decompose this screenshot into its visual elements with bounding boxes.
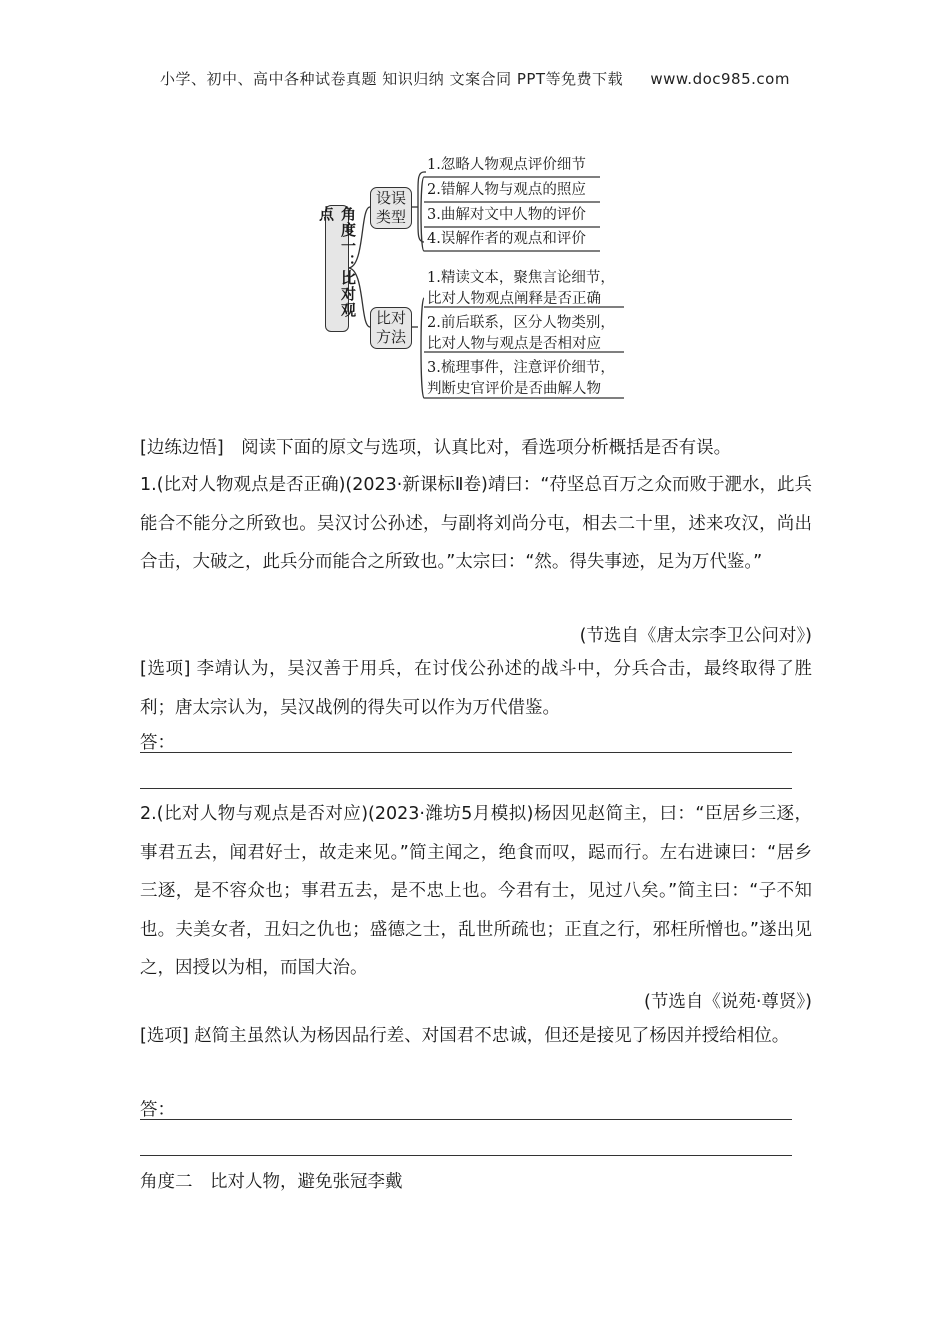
leaf-line: 2.前后联系，区分人物类别， — [427, 315, 615, 331]
mindmap-branch-error-types — [370, 187, 412, 229]
mindmap-leaf — [427, 268, 615, 310]
leaf-line: 比对人物观点阐释是否正确 — [427, 291, 601, 307]
branch-label: 比对方法 — [375, 309, 406, 346]
question-2-option: [选项] 赵简主虽然认为杨因品行差、对国君不忠诚，但还是接见了杨因并授给相位。 — [140, 1026, 790, 1046]
section-2-heading: 角度二 比对人物，避免张冠李戴 — [140, 1172, 403, 1192]
mindmap-branch-methods — [370, 307, 412, 349]
answer-label: 答： — [140, 1100, 175, 1120]
answer-line[interactable] — [140, 730, 792, 753]
mindmap-root: 角度一：比对观点 — [325, 205, 349, 332]
answer-label: 答： — [140, 733, 175, 753]
mindmap-leaf: 3.曲解对文中人物的评价 — [427, 207, 586, 223]
branch-label: 设误类型 — [375, 189, 406, 226]
mindmap-leaf — [427, 358, 615, 400]
question-2-text: 2.(比对人物与观点是否对应)(2023·潍坊5月模拟)杨因见赵简主，曰：“臣居乡三逐，事君五去，闻君好士，故走来见。”简主闻之，绝食而叹，跽而行。左右进谏曰：“居乡三逐，是不容众也；事君五去，是不忠上也。今君有士，见过八矣。”简主曰：“子不知也。夫美女者，丑妇之仇也；盛德之士，乱世所疏也；正直之行，邪枉所憎也。”遂出见之，因授以为相，而国大治。 — [140, 804, 812, 978]
question-2-answer[interactable] — [140, 1097, 792, 1120]
leaf-line: 3.梳理事件，注意评价细节， — [427, 360, 615, 376]
answer-line[interactable] — [140, 1097, 792, 1120]
question-1-answer[interactable] — [140, 730, 792, 753]
answer-line-2[interactable] — [140, 1155, 792, 1156]
leaf-line: 1.精读文本，聚焦言论细节， — [427, 270, 615, 286]
leaf-line: 判断史官评价是否曲解人物 — [427, 381, 601, 397]
leaf-line: 比对人物与观点是否相对应 — [427, 336, 601, 352]
mindmap-leaf: 4.误解作者的观点和评价 — [427, 231, 586, 247]
question-1-option: [选项] 李靖认为，吴汉善于用兵，在讨伐公孙述的战斗中，分兵合击，最终取得了胜利；唐太宗认为，吴汉战例的得失可以作为万代借鉴。 — [140, 659, 812, 718]
mindmap-leaf — [427, 313, 615, 355]
answer-line-2[interactable] — [140, 788, 792, 789]
mindmap-leaf: 2.错解人物与观点的照应 — [427, 182, 586, 198]
question-2-source: (节选自《说苑·尊贤》) — [644, 992, 812, 1012]
mindmap-leaf: 1.忽略人物观点评价细节 — [427, 157, 586, 173]
header-text: 小学、初中、高中各种试卷真题 知识归纳 文案合同 PPT等免费下载 — [160, 70, 624, 88]
question-1-text: 1.(比对人物观点是否正确)(2023·新课标Ⅱ卷)靖曰：“苻坚总百万之众而败于淝水，此兵能合不能分之所致也。吴汉讨公孙述，与副将刘尚分屯，相去二十里，述来攻汉，尚出合击，大破之，此兵分而能合之所致也。”太宗曰：“然。得失事迹，足为万代鉴。” — [140, 475, 812, 572]
header-url: www.doc985.com — [650, 70, 790, 88]
page-header — [0, 68, 950, 89]
intro-instruction: [边练边悟] 阅读下面的原文与选项，认真比对，看选项分析概括是否有误。 — [140, 438, 732, 458]
question-1-source: (节选自《唐太宗李卫公问对》) — [579, 626, 812, 646]
